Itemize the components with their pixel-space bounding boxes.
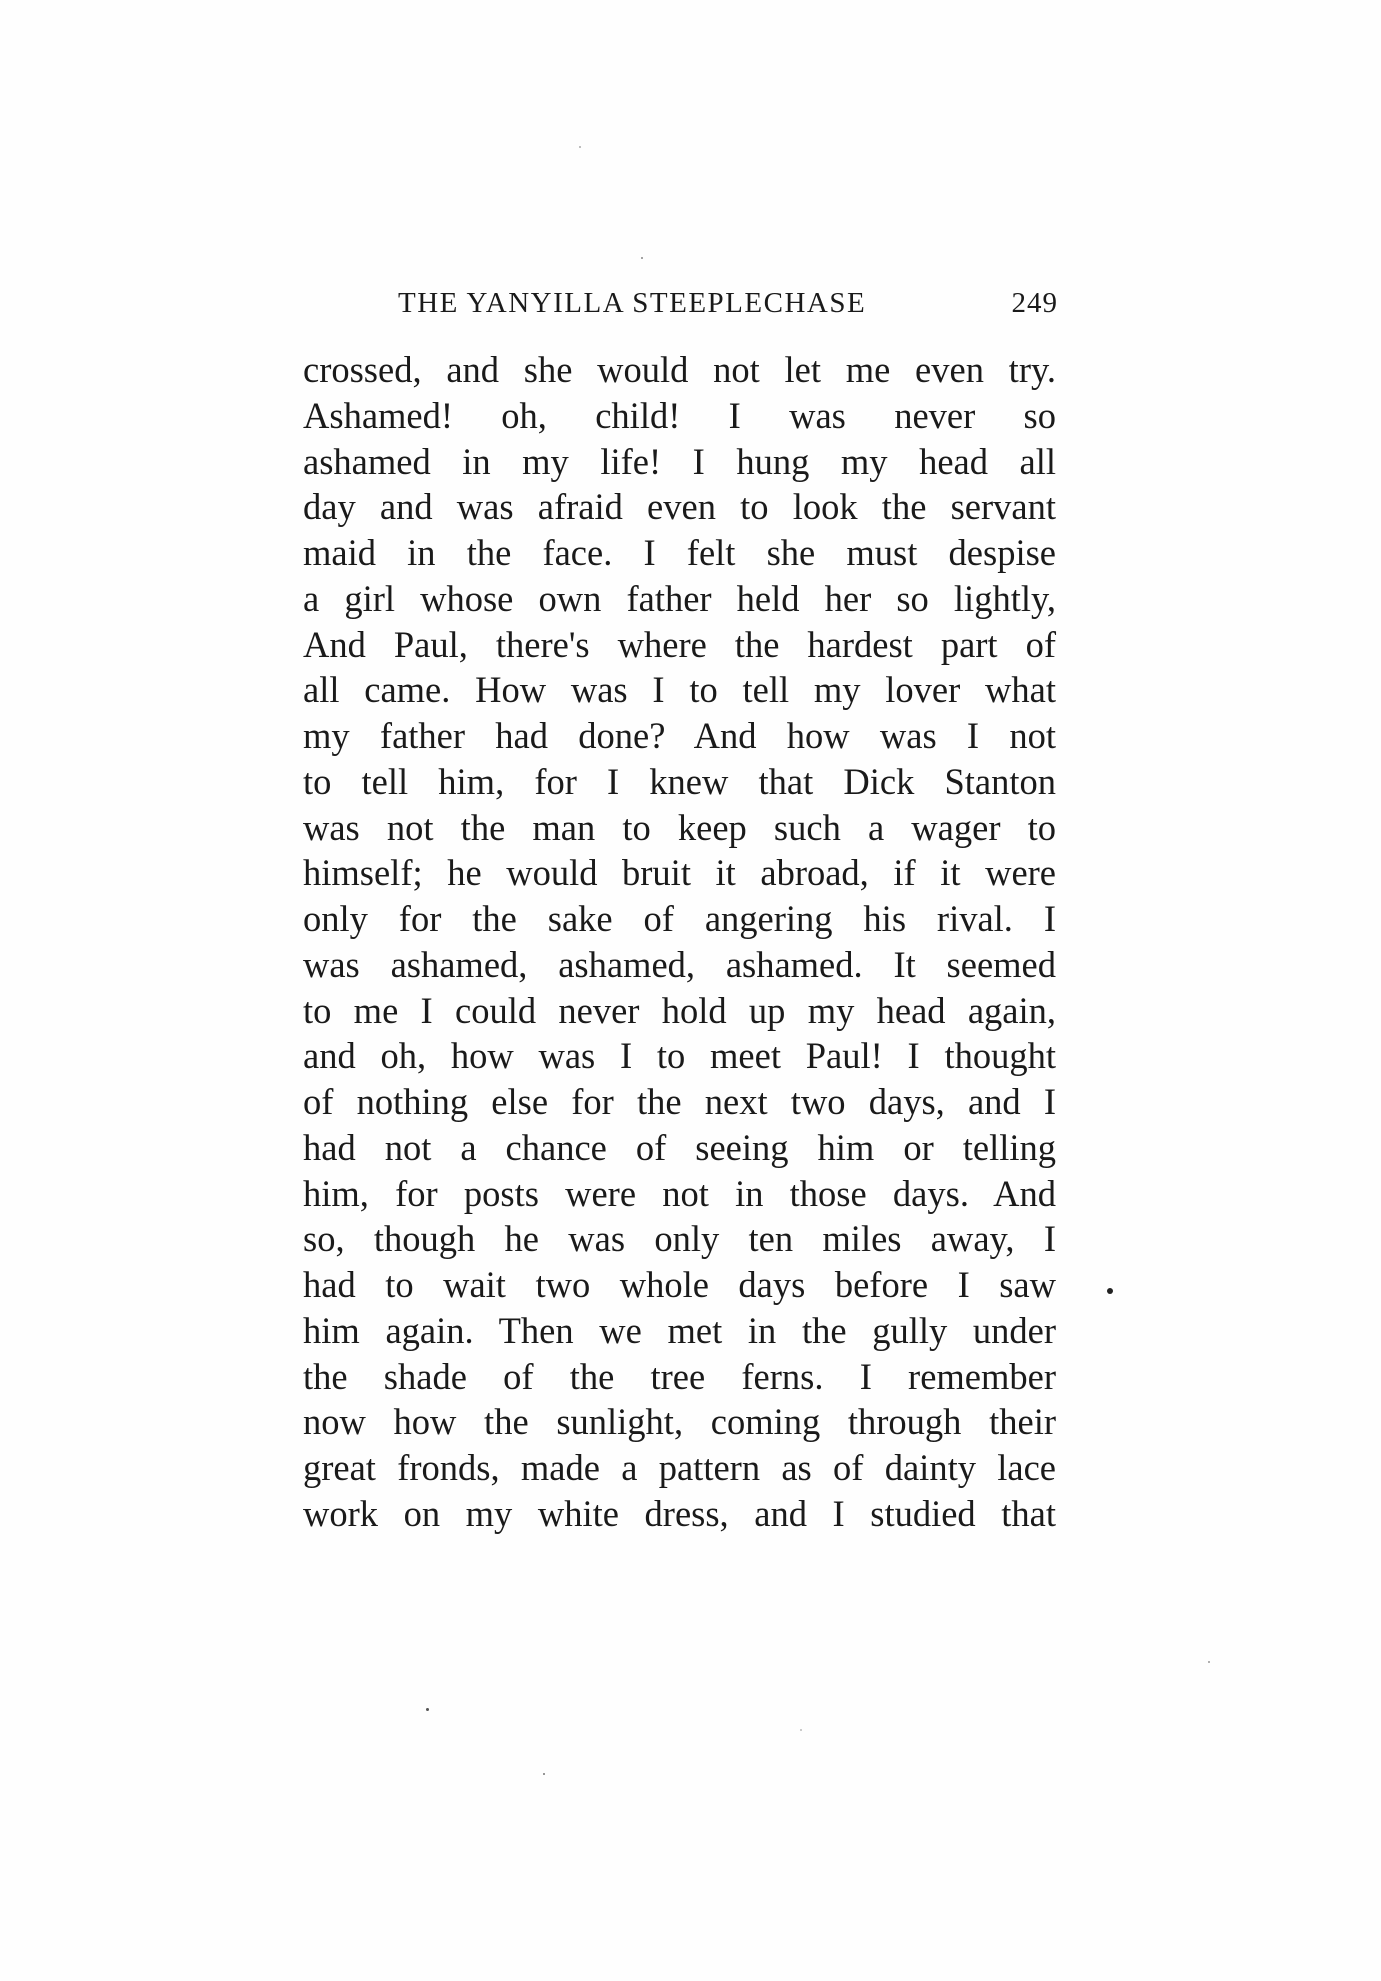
text-line: was ashamed, ashamed, ashamed. It seemed (303, 943, 1056, 985)
text-line: and oh, how was I to meet Paul! I thought (303, 1035, 1056, 1077)
text-line: work on my white dress, and I studied that (303, 1492, 1056, 1534)
text-line: now how the sunlight, coming through their (303, 1401, 1056, 1443)
scan-speck (641, 257, 643, 259)
text-line: Ashamed! oh, child! I was never so (303, 394, 1056, 436)
scan-speck (543, 1773, 545, 1775)
text-line: himself; he would bruit it abroad, if it were (303, 852, 1056, 894)
scan-speck (800, 1729, 802, 1731)
text-line: my father had done? And how was I not (303, 715, 1056, 756)
text-line: only for the sake of angering his rival. I (303, 898, 1056, 939)
text-line: to me I could never hold up my head again, (303, 989, 1056, 1031)
scan-speck (1107, 1288, 1113, 1294)
running-head (398, 283, 1058, 323)
running-head-title: THE YANYILLA STEEPLECHASE (398, 287, 867, 319)
text-line: to tell him, for I knew that Dick Stanton (303, 760, 1056, 802)
scan-speck (579, 146, 581, 148)
scan-speck (426, 1708, 429, 1711)
text-line: of nothing else for the next two days, and I (303, 1081, 1056, 1122)
text-line: the shade of the tree ferns. I remember (303, 1355, 1056, 1397)
text-line: was not the man to keep such a wager to (303, 806, 1056, 848)
text-line: maid in the face. I felt she must despise (303, 532, 1056, 573)
scan-speck (1208, 1661, 1210, 1663)
page-number: 249 (1011, 287, 1058, 319)
text-line: him again. Then we met in the gully under (303, 1309, 1056, 1351)
text-line: ashamed in my life! I hung my head all (303, 440, 1056, 482)
text-line: had not a chance of seeing him or telling (303, 1126, 1056, 1168)
text-line: crossed, and she would not let me even try. (303, 349, 1056, 390)
text-line: great fronds, made a pattern as of dainty lace (303, 1447, 1056, 1488)
text-line: so, though he was only ten miles away, I (303, 1218, 1056, 1260)
body-text (303, 347, 1056, 1537)
text-line: day and was afraid even to look the servant (303, 486, 1056, 528)
text-line: And Paul, there's where the hardest part of (303, 623, 1056, 665)
text-line: all came. How was I to tell my lover what (303, 669, 1056, 711)
text-line: him, for posts were not in those days. And (303, 1172, 1056, 1214)
text-line: had to wait two whole days before I saw (303, 1264, 1056, 1305)
text-line: a girl whose own father held her so lightly, (303, 577, 1056, 619)
